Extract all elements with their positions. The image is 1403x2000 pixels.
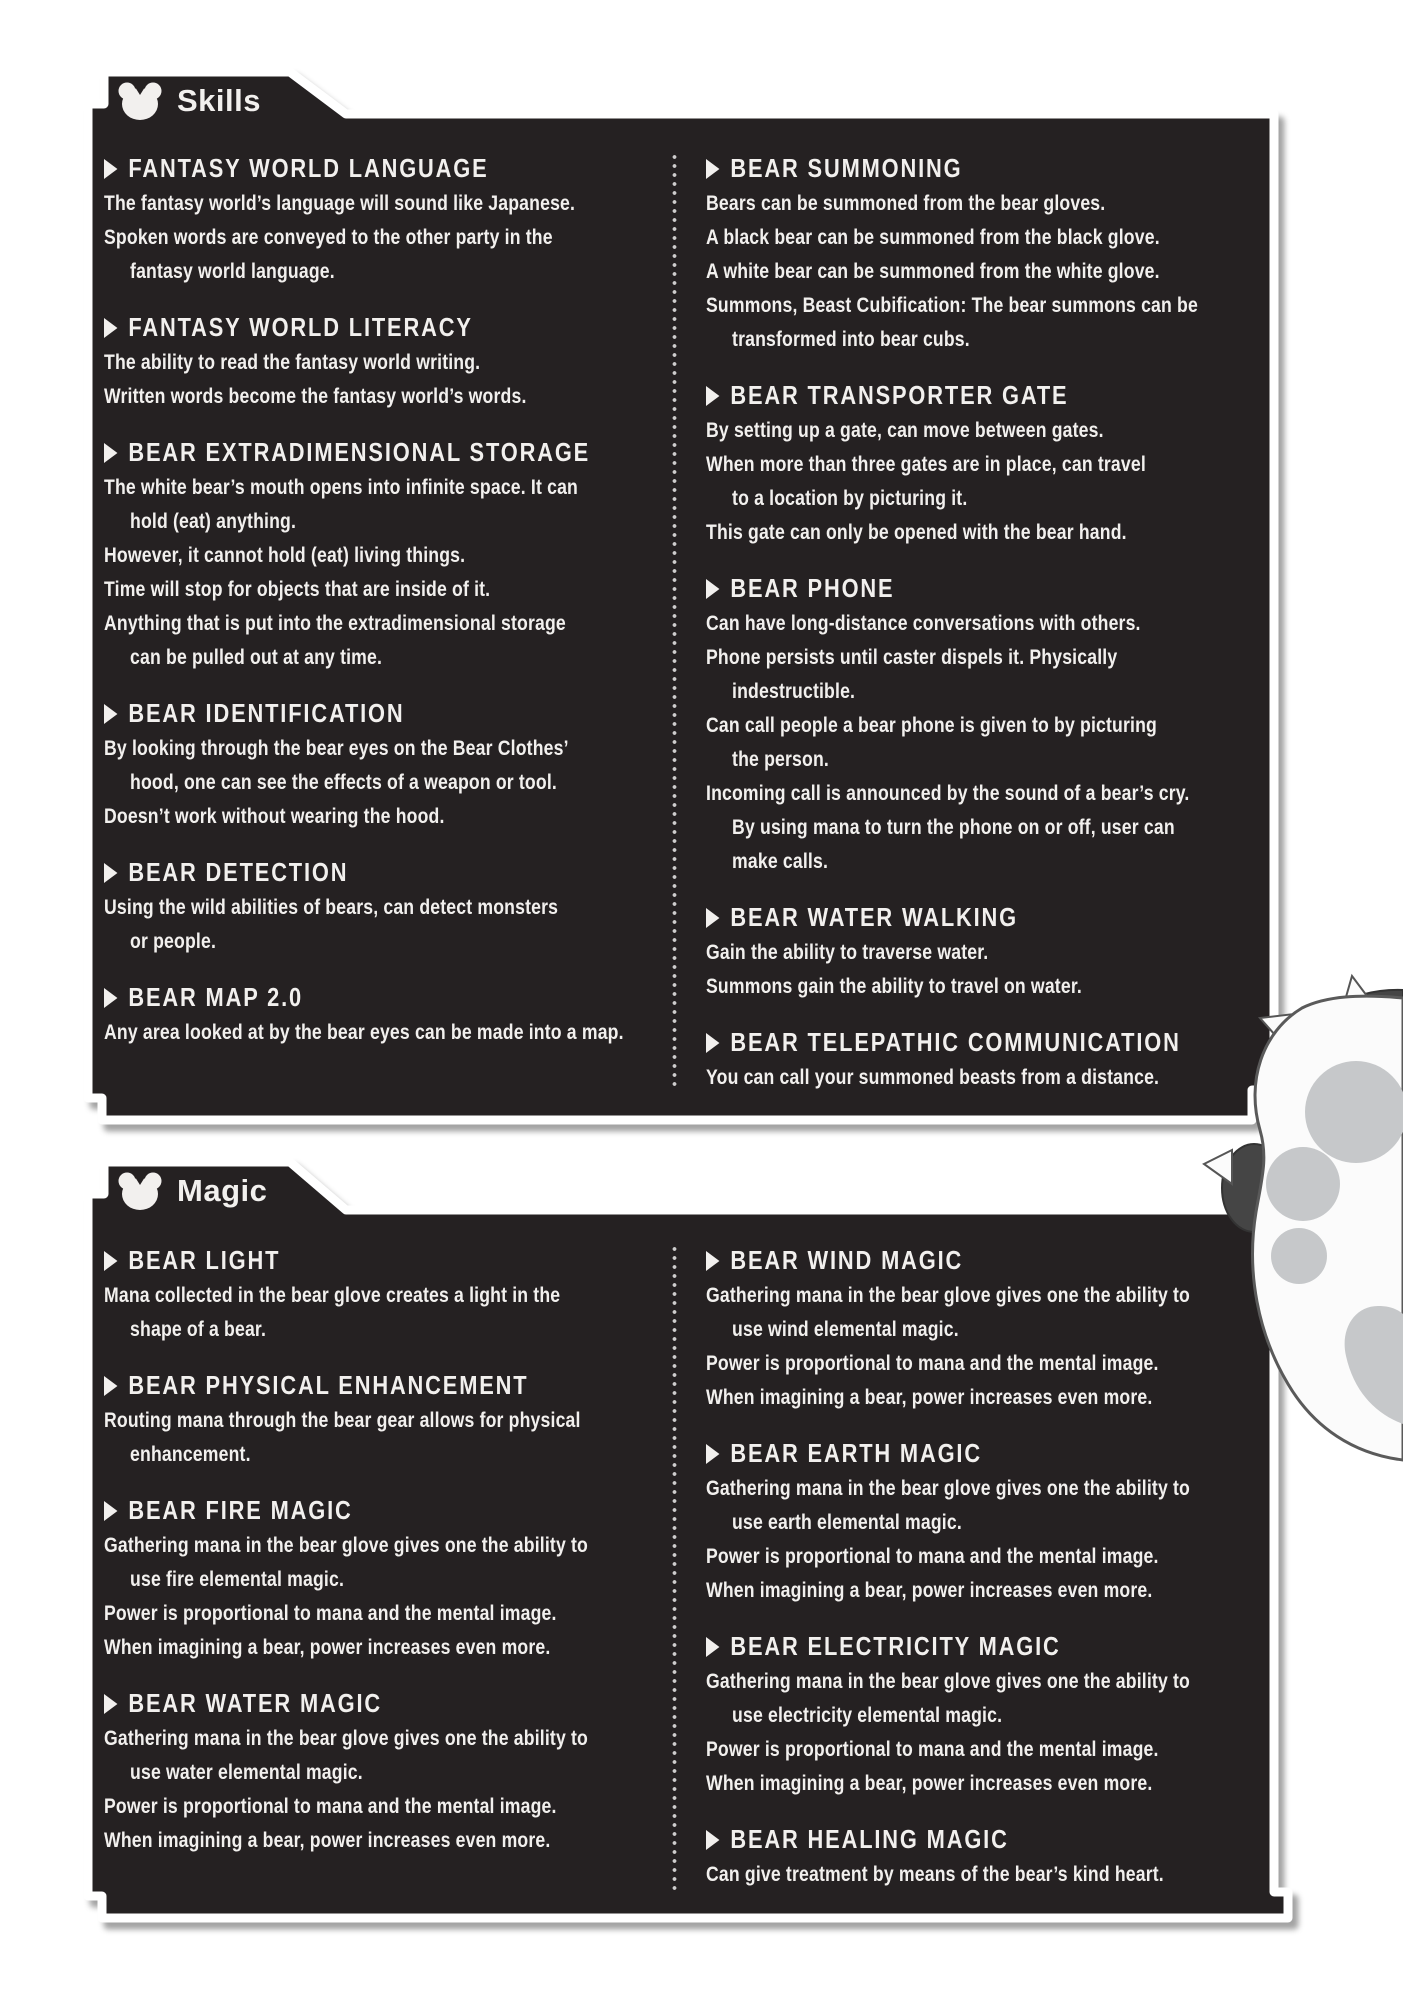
ability-line: Gathering mana in the bear glove gives one the ability to (104, 1534, 588, 1557)
ability-title-text: BEAR TRANSPORTER GATE (730, 380, 1069, 410)
ability-line: Incoming call is announced by the sound of a bear’s cry. (706, 782, 1190, 805)
ability-line: or people. (130, 930, 217, 953)
ability-line: When more than three gates are in place, can travel (706, 453, 1146, 476)
ability-line: Bears can be summoned from the bear gloves. (706, 192, 1106, 215)
ability-title-text: FANTASY WORLD LITERACY (128, 312, 473, 342)
ability-line: When imagining a bear, power increases even more. (104, 1829, 551, 1852)
ability-title-text: BEAR PHONE (730, 573, 895, 603)
ability-line: You can call your summoned beasts from a distance. (706, 1066, 1160, 1089)
ability-title-text: BEAR SUMMONING (730, 153, 963, 183)
ability-title-text: BEAR WIND MAGIC (730, 1245, 964, 1275)
ability-line: Using the wild abilities of bears, can detect monsters (104, 896, 559, 919)
ability-line: Phone persists until caster dispels it. Physically (706, 646, 1118, 669)
ability-title-text: FANTASY WORLD LANGUAGE (128, 153, 489, 183)
ability-title-text: BEAR MAP 2.0 (128, 982, 304, 1012)
ability-title-text: BEAR FIRE MAGIC (128, 1495, 353, 1525)
ability-title-text: BEAR PHYSICAL ENHANCEMENT (128, 1370, 529, 1400)
ability-line: the person. (732, 748, 829, 771)
ability-line: hold (eat) anything. (130, 510, 297, 533)
ability-title-text: BEAR LIGHT (128, 1245, 281, 1275)
ability-line: Mana collected in the bear glove creates a light in the (104, 1284, 561, 1307)
ability-line: A white bear can be summoned from the white glove. (706, 260, 1160, 283)
ability-line: Routing mana through the bear gear allows for physical (104, 1409, 581, 1432)
ability-line: Summons gain the ability to travel on water. (706, 975, 1082, 998)
ability-line: Doesn’t work without wearing the hood. (104, 805, 445, 828)
magic-tab-label: Magic (177, 1173, 268, 1208)
ability-line: Gathering mana in the bear glove gives one the ability to (706, 1284, 1190, 1307)
ability-line: When imagining a bear, power increases even more. (706, 1386, 1153, 1409)
ability-line: The white bear’s mouth opens into infinite space. It can (104, 476, 578, 499)
ability-line: However, it cannot hold (eat) living things. (104, 544, 466, 567)
ability-line: Time will stop for objects that are inside of it. (104, 578, 491, 601)
ability-title-text: BEAR TELEPATHIC COMMUNICATION (730, 1027, 1181, 1057)
ability-line: Gain the ability to traverse water. (706, 941, 989, 964)
ability-line: use earth elemental magic. (732, 1511, 962, 1534)
ability-line: When imagining a bear, power increases even more. (706, 1772, 1153, 1795)
ability-line: By using mana to turn the phone on or off, user can (732, 816, 1175, 839)
ability-line: use water elemental magic. (130, 1761, 363, 1784)
skills-tab-label: Skills (177, 83, 261, 118)
ability-line: to a location by picturing it. (732, 487, 968, 510)
ability-line: use wind elemental magic. (732, 1318, 959, 1341)
ability-line: Gathering mana in the bear glove gives one the ability to (706, 1670, 1190, 1693)
ability-line: fantasy world language. (130, 260, 335, 283)
ability-line: By looking through the bear eyes on the Bear Clothes’ (104, 737, 569, 760)
ability-line: When imagining a bear, power increases even more. (706, 1579, 1153, 1602)
ability-line: shape of a bear. (130, 1318, 267, 1341)
ability-line: Power is proportional to mana and the mental image. (706, 1738, 1159, 1761)
ability-title-text: BEAR EARTH MAGIC (730, 1438, 982, 1468)
ability-line: use fire elemental magic. (130, 1568, 345, 1591)
ability-line: The ability to read the fantasy world writing. (104, 351, 481, 374)
ability-line: transformed into bear cubs. (732, 328, 970, 351)
ability-line: Anything that is put into the extradimensional storage (104, 612, 566, 635)
ability-line: A black bear can be summoned from the black glove. (706, 226, 1160, 249)
ability-line: Power is proportional to mana and the mental image. (706, 1545, 1159, 1568)
ability-line: Power is proportional to mana and the mental image. (104, 1602, 557, 1625)
ability-line: hood, one can see the effects of a weapon or tool. (130, 771, 557, 794)
ability-line: Summons, Beast Cubification: The bear summons can be (706, 294, 1198, 317)
ability-line: When imagining a bear, power increases even more. (104, 1636, 551, 1659)
ability-title-text: BEAR DETECTION (128, 857, 349, 887)
ability-line: Power is proportional to mana and the mental image. (104, 1795, 557, 1818)
ability-line: By setting up a gate, can move between gates. (706, 419, 1104, 442)
ability-line: Can call people a bear phone is given to by picturing (706, 714, 1157, 737)
ability-line: use electricity elemental magic. (732, 1704, 1003, 1727)
ability-line: Spoken words are conveyed to the other party in the (104, 226, 553, 249)
ability-line: make calls. (732, 850, 829, 873)
ability-line: Gathering mana in the bear glove gives one the ability to (104, 1727, 588, 1750)
ability-title-text: BEAR WATER MAGIC (128, 1688, 382, 1718)
ability-line: enhancement. (130, 1443, 251, 1466)
ability-line: Written words become the fantasy world’s words. (104, 385, 527, 408)
ability-line: Power is proportional to mana and the mental image. (706, 1352, 1159, 1375)
ability-line: Gathering mana in the bear glove gives one the ability to (706, 1477, 1190, 1500)
ability-line: indestructible. (732, 680, 856, 703)
ability-line: Can have long-distance conversations with others. (706, 612, 1141, 635)
ability-line: This gate can only be opened with the bear hand. (706, 521, 1127, 544)
ability-line: The fantasy world’s language will sound like Japanese. (104, 192, 576, 215)
ability-title-text: BEAR HEALING MAGIC (730, 1824, 1009, 1854)
ability-line: Can give treatment by means of the bear’s kind heart. (706, 1863, 1164, 1886)
ability-line: Any area looked at by the bear eyes can be made into a map. (104, 1021, 624, 1044)
ability-title-text: BEAR ELECTRICITY MAGIC (730, 1631, 1061, 1661)
ability-title-text: BEAR EXTRADIMENSIONAL STORAGE (128, 437, 591, 467)
ability-title-text: BEAR WATER WALKING (730, 902, 1019, 932)
ability-title-text: BEAR IDENTIFICATION (128, 698, 405, 728)
ability-line: can be pulled out at any time. (130, 646, 383, 669)
